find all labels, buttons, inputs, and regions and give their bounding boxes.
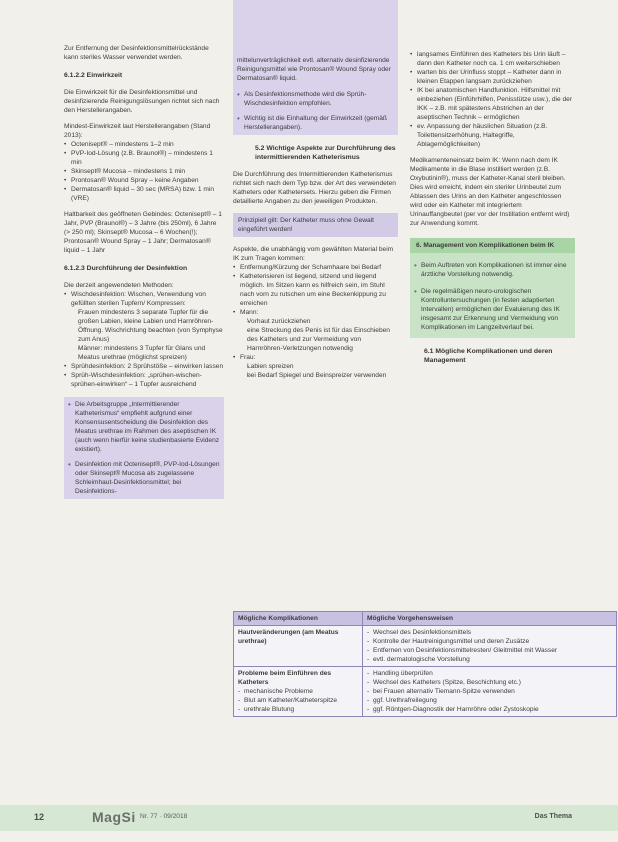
- table-header: Mögliche Komplikationen: [234, 612, 363, 626]
- list-item: - Entfernen von Desinfektionsmittelresten/ Gleitmittel mit Wasser: [367, 646, 612, 655]
- list-item: - evtl. dermatologische Vorstellung: [367, 655, 612, 664]
- column-2: [233, 0, 398, 387]
- sub-list: [240, 362, 398, 380]
- list-item: • Katheterisieren ist liegend, sitzend und liegend möglich. Im Sitzen kann es hilfreich sein, im Stuhl nach vorn zu rutschen um eine Beckenkippung zu erreichen: [233, 272, 398, 308]
- komplikation-sub-list: [238, 687, 358, 714]
- list-item: - Kontrolle der Hautreinigungsmittel und deren Zusätze: [367, 637, 612, 646]
- sub-list: [240, 317, 398, 353]
- list-item: • Als Desinfektionsmethode wird die Sprüh-Wischdesinfektion empfohlen.: [237, 90, 394, 108]
- column-3: [410, 50, 575, 373]
- recommendation-box: [64, 397, 224, 499]
- list-item: • Entfernung/Kürzung der Schamhaare bei Bedarf: [233, 263, 398, 272]
- list-item: • langsames Einführen des Katheters bis Urin läuft – dann den Katheter noch ca. 1 cm weiterschieben: [410, 50, 575, 68]
- list-item: • warten bis der Urinfluss stoppt – Katheter dann in kleinen Etappen langsam zurückziehen: [410, 68, 575, 86]
- methode-text: Wischdesinfektion: Wischen, Verwendung von gefüllten sterilen Tupfern/ Kompressen:: [71, 291, 206, 307]
- list-item: [68, 400, 220, 454]
- aspekt-text: Mann:: [240, 309, 259, 316]
- mindest-label: Mindest-Einwirkzeit laut Herstellerangaben (Stand 2013):: [64, 123, 211, 139]
- komplikation-title: Probleme beim Einführen des Katheters: [238, 670, 332, 686]
- intro-paragraph: Zur Entfernung der Desinfektionsmittelrückstände kann steriles Wasser verwendet werden.: [64, 45, 209, 61]
- table-cell: [363, 667, 617, 717]
- heading-einwirkzeit: 6.1.2.2 Einwirkzeit: [64, 72, 123, 79]
- list-item: - bei Frauen alternativ Tiemann-Spitze verwenden: [367, 687, 612, 696]
- table-cell: [234, 626, 363, 667]
- table-header-row: [234, 612, 617, 626]
- management-box: [410, 238, 575, 338]
- list-item: - ggf. Urethrafreilegung: [367, 696, 612, 705]
- list-item: [233, 353, 398, 380]
- section-label: Das Thema: [534, 813, 572, 820]
- list-item: • IK bei anatomischen Handfunktion. Hilfsmittel mit einbeziehen (Einführhilfen, Penisstütze usw.), die der IKK – z.B. mit spätestens Abstrichen an der aseptischen Technik – ermöglichen: [410, 86, 575, 122]
- management-list: [410, 261, 575, 332]
- komplikation-title: Hautveränderungen (am Meatus urethrae): [238, 629, 339, 645]
- sub-item: - Männer: mindestens 3 Tupfer für Glans und Meatus urethrae (möglichst spreizen): [71, 344, 224, 362]
- list-item: - urethrale Blutung: [238, 705, 358, 714]
- sub-item: - eine Streckung des Penis ist für das Einschieben des Katheters und zur Vermeidung von Harnröhren-Verletzungen notwendig: [240, 326, 398, 353]
- box-list: [237, 90, 394, 132]
- issue-info: Nr. 77 · 09/2018: [140, 813, 188, 820]
- list-item: • Prontosan® Wound Spray – keine Angaben: [64, 176, 224, 185]
- list-item: • Dermatosan® liquid – 30 sec (MRSA) bzw. 1 min (VRE): [64, 185, 224, 203]
- recommendation-text: Die Arbeitsgruppe „Intermittierender Katheterismus“ empfiehlt aufgrund einer Konsensusentscheidung die Desinfektion des Meatus urethrae im Rahmen des aseptischen IK (auch wenn hierfür keine studienbasierte Evidenz existiert).: [75, 401, 220, 453]
- list-item: • Octenisept® – mindestens 1–2 min: [64, 140, 224, 149]
- list-item: • Beim Auftreten von Komplikationen ist immer eine ärztliche Vorstellung notwendig.: [414, 261, 571, 279]
- list-item: • Sprühdesinfektion: 2 Sprühstöße – einwirken lassen: [64, 362, 224, 371]
- ik-list: [410, 50, 575, 149]
- sub-item: - Labien spreizen: [240, 362, 398, 371]
- list-item: - Handling überprüfen: [367, 669, 612, 678]
- list-item: [233, 308, 398, 353]
- haltbarkeit-paragraph: Haltbarkeit des geöffneten Gebindes: Octenisept® – 1 Jahr, PVP (Braunol®) – 3 Jahre (bis 250ml), 6 Jahre (> 250 ml); Skinsept® Mucosa – 6 Wochen(!); Prontosan® Wound Spray – 1 Jahr; Dermatosan® liquid – 1 Jahr: [64, 211, 222, 254]
- sub-item: - bei Bedarf Spiegel und Beinspreizer verwenden: [240, 371, 398, 380]
- methoden-list: [64, 290, 224, 389]
- list-item: • ev. Anpassung der häuslichen Situation (z.B. Toilettensitzerhöhung, Haltegriffe, Ablagemöglichkeiten): [410, 122, 575, 149]
- heading-komplikationen: 6.1 Mögliche Komplikationen und deren Management: [424, 348, 553, 364]
- list-item: [68, 460, 220, 496]
- magazine-logo: MagSi: [92, 809, 136, 825]
- list-item: • Sprüh-Wischdesinfektion: „sprühen-wischen-sprühen-einwirken“ – 1 Tupfer ausreichend: [64, 371, 224, 389]
- table-cell: [363, 626, 617, 667]
- list-item: [64, 290, 224, 362]
- page-footer: [0, 805, 618, 831]
- einwirkzeit-paragraph: Die Einwirkzeit für die Desinfektionsmittel und desinfizierende Reinigungslösungen richtet sich nach den Herstellerangaben.: [64, 89, 220, 114]
- recommendation-box-continued: [233, 0, 398, 135]
- table-cell: [234, 667, 363, 717]
- list-item: • Die regelmäßigen neuro-urologischen Kontrolluntersuchungen (in festen adaptierten Intervallen) ermöglichen der Evaluierung des IK insgesamt zur Erkennung und Vermeidung von Komplikationen im Langzeitverlauf bei.: [414, 287, 571, 332]
- table-row: [234, 626, 617, 667]
- table-header: Mögliche Vorgehensweisen: [363, 612, 617, 626]
- komplikationen-table: [233, 611, 617, 717]
- sub-list: [71, 308, 224, 362]
- heading-aspekte: 5.2 Wichtige Aspekte zur Durchführung des intermittierenden Katheterismus: [255, 145, 396, 161]
- table-row: [234, 667, 617, 717]
- box-continued-text: mittelunverträglichkeit evtl. alternativ desinfizierende Reinigungsmittel wie Prontosan® Wound Spray oder Dermatosan® liquid.: [237, 57, 391, 82]
- page-number: 12: [34, 812, 45, 822]
- list-item: - Wechsel des Desinfektionsmittels: [367, 628, 612, 637]
- methoden-label: Die derzeit angewendeten Methoden:: [64, 282, 174, 289]
- list-item: • PVP-Iod-Lösung (z.B. Braunol®) – mindestens 1 min: [64, 149, 224, 167]
- prinzip-banner: Prinzipiell gilt: Der Katheter muss ohne Gewalt eingeführt werden!: [233, 213, 398, 237]
- aspekt-text: Frau:: [240, 354, 256, 361]
- list-item: - Wechsel des Katheters (Spitze, Beschichtung etc.): [367, 678, 612, 687]
- sub-item: - Frauen mindestens 3 separate Tupfer für die großen Labien, kleine Labien und Harnröhren-Öffnung. Wischrichtung beachten (von Symphyse zum Anus): [71, 308, 224, 344]
- list-item: - ggf. Röntgen-Diagnostik der Harnröhre oder Zystoskopie: [367, 705, 612, 714]
- vorgehen-list: [367, 628, 612, 664]
- heading-durchfuehrung: 6.1.2.3 Durchführung der Desinfektion: [64, 265, 188, 272]
- vorgehen-list: [367, 669, 612, 714]
- list-item: - Blut am Katheter/Katheterspitze: [238, 696, 358, 705]
- recommendation-list: [68, 400, 220, 496]
- aspekte-list: [233, 263, 398, 380]
- list-item: • Wichtig ist die Einhaltung der Einwirkzeit (gemäß Herstellerangaben).: [237, 114, 394, 132]
- recommendation-text: Desinfektion mit Octenisept®, PVP-Iod-Lösungen oder Skinsept® Mucosa als zugelassene Schleimhaut-Desinfektionsmittel; bei Desinfektions-: [75, 461, 220, 495]
- list-item: • Skinsept® Mucosa – mindestens 1 min: [64, 167, 224, 176]
- medikamente-paragraph: Medikamenteneinsatz beim IK: Wenn nach dem IK Medikamente in die Blase instilliert werden (z.B. Oxybutinin®), muss der Katheter-Kanal steril bleiben. Dies wird erreicht, indem ein steriler Urinbeutel zum Ablassen des Urins an den Katheter angeschlossen wird oder ein Katheter mit integriertem Urinauffangbeutel (per vor der Instillation entfernt wird) zur Anwendung kommt.: [410, 157, 570, 227]
- aspekte-paragraph: Die Durchführung des Intermittierenden Katheterismus richtet sich nach dem Typ bzw. der Art des verwendeten Katheters oder Kathetersets. Hierzu geben die Firmen detaillierte Angaben zu den jeweiligen Produkten.: [233, 171, 396, 205]
- sub-item: - Vorhaut zurückziehen: [240, 317, 398, 326]
- column-1: [64, 44, 224, 506]
- list-item: - mechanische Probleme: [238, 687, 358, 696]
- mindest-list: [64, 140, 224, 203]
- aspekte-intro: Aspekte, die unabhängig vom gewählten Material beim IK zum Tragen kommen:: [233, 246, 394, 262]
- management-heading: 6. Management von Komplikationen beim IK: [410, 238, 575, 253]
